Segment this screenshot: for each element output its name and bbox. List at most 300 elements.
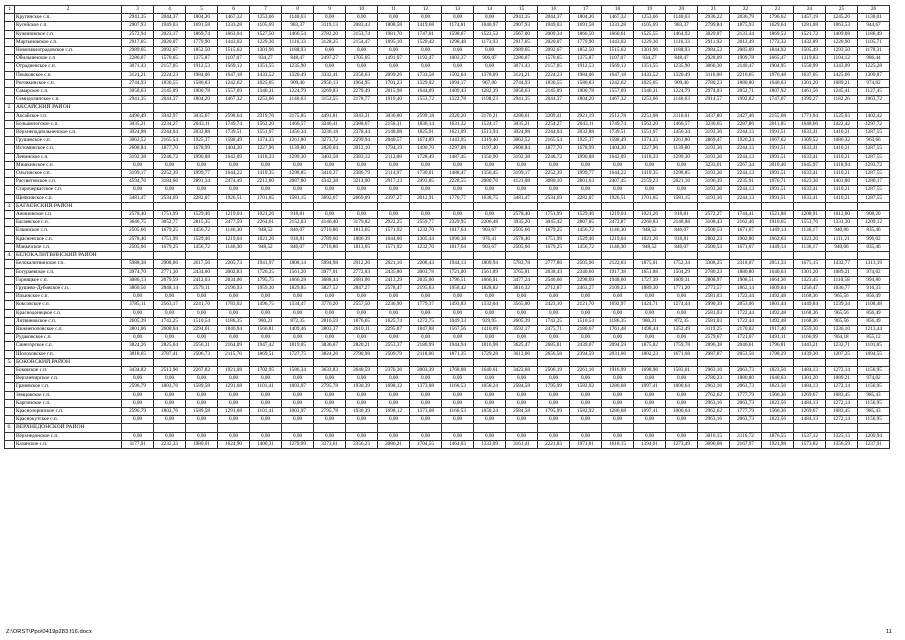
value-cell: 2509,79 [378,350,410,358]
value-cell: 965,56 [826,317,858,325]
value-cell: 1949,03 [538,22,570,30]
value-cell: 1116,33 [282,38,314,46]
settlement-name-cell: БЕЛОКАЛИТВИНСКИЙ РАЙОН [15,252,122,260]
value-cell [762,424,794,432]
value-cell: 0,00 [314,161,346,169]
column-number-cell: 20 [666,6,698,14]
value-cell: 0,00 [442,391,474,399]
settlement-name-cell: Грушевское с.п. [15,137,122,145]
value-cell: 1900,78 [186,88,218,96]
value-cell: 2578,40 [122,235,154,243]
value-cell: 0,00 [570,391,602,399]
value-cell: 2044,37 [154,96,186,104]
value-cell: 1298,85 [666,170,698,178]
value-cell: 1425,06 [826,71,858,79]
value-cell: 2378,44 [346,129,378,137]
value-cell: 3045,42 [538,219,570,227]
settlement-name-cell: БОКОВСКИЙ РАЙОН [15,358,122,366]
value-cell: 1944,94 [442,342,474,350]
value-cell: 1640,61 [474,366,506,374]
row-number-cell [5,350,15,358]
value-cell: 0,00 [506,391,538,399]
value-cell: 0,00 [122,391,154,399]
value-cell: 1794,19 [378,145,410,153]
value-cell: 2917,13 [378,178,410,186]
value-cell: 1297,72 [858,120,890,128]
value-cell: 2891,34 [186,178,218,186]
value-cell: 1400,31 [250,440,282,448]
value-cell: 1127,45 [858,88,890,96]
value-cell: 1877,70 [538,145,570,153]
value-cell: 1562,20 [634,120,666,128]
value-cell: 1219,04 [218,211,250,219]
value-cell: 2012,91 [410,194,442,202]
settlement-name-cell: Боковское с.п. [15,366,122,374]
value-cell: 1524,17 [474,120,506,128]
value-cell: 2121,70 [570,301,602,309]
value-cell: 2941,35 [122,96,154,104]
value-cell: 1111,21 [826,235,858,243]
value-cell: 1439,30 [794,350,826,358]
value-cell: 1551,97 [250,129,282,137]
value-cell: 1156,95 [858,416,890,424]
value-cell: 1443,95 [442,137,474,145]
settlement-name-cell: Роговкинское с.п. [15,79,122,87]
value-cell: 2148,88 [666,219,698,227]
row-number-cell: 5. [5,358,15,366]
value-cell: 0,00 [186,293,218,301]
value-cell: 1237,91 [858,440,890,448]
table-row [5,38,890,46]
value-cell: 0,00 [122,416,154,424]
value-cell: 1227,96 [634,145,666,153]
value-cell: 965,56 [826,309,858,317]
value-cell: 1976,48 [762,71,794,79]
value-cell: 2434,60 [186,268,218,276]
settlement-name-cell: Обильненское с.п [15,55,122,63]
value-cell: 0,00 [570,399,602,407]
value-cell: 0,00 [218,432,250,440]
value-cell: 2917,05 [506,38,538,46]
row-number-cell [5,309,15,317]
value-cell: 1466,57 [282,120,314,128]
value-cell: 0,00 [538,293,570,301]
value-cell: 2712,87 [538,284,570,292]
value-cell [378,104,410,112]
value-cell [666,424,698,432]
value-cell: 3403,58 [314,153,346,161]
value-cell: 0,00 [410,432,442,440]
value-cell [154,202,186,210]
value-cell: 1640,63 [762,268,794,276]
value-cell: 0,00 [122,161,154,169]
value-cell: 3308,25 [698,260,730,268]
value-cell [634,104,666,112]
value-cell [442,104,474,112]
value-cell: 1466,57 [666,120,698,128]
value-cell: 0,00 [378,63,410,71]
value-cell: 2178,77 [346,96,378,104]
value-cell: 2087,80 [282,178,314,186]
value-cell: 2640,59 [346,366,378,374]
value-cell: 0,00 [250,186,282,194]
value-cell: 3613,06 [506,350,538,358]
value-cell: 1847,88 [410,325,442,333]
value-cell [762,358,794,366]
value-cell: 1301,20 [794,375,826,383]
value-cell: 1105,69 [634,22,666,30]
value-cell: 1333,28 [218,22,250,30]
value-cell [154,104,186,112]
value-cell: 2299,94 [346,137,378,145]
column-number-cell: 18 [602,6,634,14]
value-cell: 2252,39 [154,170,186,178]
value-cell: 1721,07 [730,334,762,342]
value-cell: 0,00 [410,334,442,342]
value-cell: 2534,69 [154,194,186,202]
value-cell: 1000,64 [666,383,698,391]
value-cell: 1813,65 [346,227,378,235]
value-cell: 1916,99 [602,366,634,374]
value-cell: 0,00 [474,47,506,55]
value-cell: 1232,71 [826,342,858,350]
value-cell: 1701,65 [634,194,666,202]
row-number-cell [5,63,15,71]
value-cell: 2790,98 [346,350,378,358]
value-cell: 1433,52 [250,71,282,79]
value-cell: 3035,21 [122,120,154,128]
value-cell: 1779,37 [410,301,442,309]
value-cell: 1702,95 [250,366,282,374]
value-cell: 2941,35 [122,14,154,22]
value-cell: 2475,71 [538,325,570,333]
value-cell: 1581,15 [282,194,314,202]
value-cell: 1889,30 [634,284,666,292]
value-cell [570,358,602,366]
value-cell: 1529,42 [410,38,442,46]
value-cell: 2799,84 [698,22,730,30]
value-cell: 1334,47 [282,301,314,309]
value-cell: 1488,47 [442,170,474,178]
column-number-cell: 19 [634,6,666,14]
value-cell: 3818,65 [122,350,154,358]
value-cell: 0,00 [186,186,218,194]
value-cell: 1301,20 [794,268,826,276]
value-cell: 2083,43 [346,22,378,30]
value-cell [474,424,506,432]
value-cell: 0,00 [538,432,570,440]
value-cell: 4342,38 [314,178,346,186]
value-cell: 2825,04 [154,342,186,350]
value-cell: 1105,71 [858,38,890,46]
value-cell: 1586,34 [282,366,314,374]
value-cell: 1003,37 [442,55,474,63]
value-cell: 2286,07 [122,55,154,63]
value-cell: 1675,15 [794,260,826,268]
value-cell: 1744,41 [730,211,762,219]
value-cell [186,424,218,432]
value-cell: 2234,27 [154,120,186,128]
value-cell: 2388,67 [346,120,378,128]
value-cell: 0,00 [314,47,346,55]
value-cell: 1621,09 [442,129,474,137]
value-cell: 2080,76 [474,178,506,186]
value-cell: 0,00 [634,391,666,399]
value-cell: 2224,23 [154,71,186,79]
value-cell: 1219,04 [602,211,634,219]
value-cell: 3058,63 [122,88,154,96]
value-cell: 1356,59 [826,440,858,448]
value-cell: 1232,70 [410,227,442,235]
value-cell: 1804,20 [186,96,218,104]
value-cell: 2122,03 [602,260,634,268]
value-cell: 0,00 [602,416,634,424]
value-cell: 4491,81 [314,112,346,120]
value-cell: 1875,93 [730,22,762,30]
value-cell: 2744,93 [122,79,154,87]
value-cell: 1609,04 [762,284,794,292]
value-cell: 0,00 [442,309,474,317]
value-cell: 1992,82 [730,96,762,104]
value-cell: 1930,39 [346,383,378,391]
value-cell: 2598,64 [218,112,250,120]
value-cell: 2987,87 [698,350,730,358]
value-cell: 1449,14 [762,243,794,251]
value-cell: 1638,75 [474,194,506,202]
value-cell: 2474,49 [218,178,250,186]
value-cell: 1875,01 [634,260,666,268]
row-number-cell [5,47,15,55]
value-cell: 3481,47 [122,194,154,202]
value-cell: 1410,21 [826,129,858,137]
value-cell: 1930,39 [346,407,378,415]
value-cell [858,358,890,366]
value-cell: 1976,71 [762,178,794,186]
value-cell [186,358,218,366]
value-cell: 0,00 [506,161,538,169]
value-cell: 1291,68 [218,383,250,391]
value-cell: 1705,05 [346,55,378,63]
value-cell: 0,00 [666,416,698,424]
value-cell: 1025,05 [250,79,282,87]
value-cell: 2780,23 [698,268,730,276]
value-cell: 2567,00 [506,30,538,38]
value-cell [602,424,634,432]
value-cell: 1156,95 [858,399,890,407]
value-cell: 3477,24 [506,276,538,284]
value-cell: 2911,92 [698,38,730,46]
table-row [5,219,890,227]
value-cell: 996,02 [858,235,890,243]
value-cell [506,358,538,366]
value-cell: 2252,39 [538,170,570,178]
value-cell: 0,00 [282,391,314,399]
value-cell: 1299,30 [282,153,314,161]
value-cell: 2244,13 [730,129,762,137]
value-cell: 1948,60 [602,276,634,284]
value-cell: 1490,70 [410,145,442,153]
value-cell: 1566,36 [762,391,794,399]
value-cell: 2914,57 [698,96,730,104]
value-cell: 3036,00 [378,112,410,120]
table-row [5,14,890,22]
column-number-cell: 13 [442,6,474,14]
value-cell: 3108,43 [698,219,730,227]
value-cell: 1293,50 [826,47,858,55]
value-cell: 1829,85 [282,284,314,292]
value-cell: 846,07 [666,227,698,235]
settlement-name-cell: Шолоховское г.п. [15,350,122,358]
row-number-cell [5,30,15,38]
value-cell [698,424,730,432]
value-cell [602,202,634,210]
table-row [5,317,890,325]
settlement-name-cell: Верхнедонское с.п. [15,432,122,440]
value-cell: 1909,78 [730,55,762,63]
value-cell: 1796,81 [762,342,794,350]
value-cell: 2251,08 [634,112,666,120]
value-cell: 0,00 [634,186,666,194]
value-cell: 1352,49 [666,325,698,333]
value-cell: 2984,52 [698,47,730,55]
value-cell: 1910,65 [762,219,794,227]
table-row [5,260,890,268]
value-cell: 0,00 [186,375,218,383]
value-cell: 2553,37 [378,342,410,350]
value-cell: 1356,90 [474,153,506,161]
value-cell [794,252,826,260]
row-number-cell [5,170,15,178]
value-cell: 1562,20 [250,120,282,128]
value-cell: 1515,62 [218,47,250,55]
value-cell: 2795,78 [314,407,346,415]
value-cell: 0,00 [474,391,506,399]
row-number-cell [5,284,15,292]
value-cell: 2463,27 [570,284,602,292]
value-cell: 2506,19 [538,366,570,374]
row-number-cell [5,334,15,342]
value-cell: 5988,38 [122,260,154,268]
value-cell: 1823,56 [762,366,794,374]
value-cell: 2155,68 [762,112,794,120]
value-cell: 1783,02 [218,301,250,309]
value-cell: 846,07 [282,243,314,251]
value-cell [218,358,250,366]
value-cell: 1852,50 [570,47,602,55]
value-cell: 1830,55 [154,79,186,87]
value-cell: 0,00 [442,14,474,22]
value-cell: 983,37 [282,22,314,30]
value-cell: 1598,67 [442,30,474,38]
value-cell [570,424,602,432]
value-cell: 1298,85 [282,170,314,178]
value-cell: 3128,25 [314,38,346,46]
value-cell: 1698,96 [634,366,666,374]
value-cell: 1063,53 [826,22,858,30]
value-cell: 856,49 [858,293,890,301]
value-cell: 980,21 [634,317,666,325]
value-cell: 2896,38 [698,342,730,350]
value-cell: 1168,36 [794,309,826,317]
value-cell: 1522,52 [474,30,506,38]
value-cell: 1771,94 [794,112,826,120]
value-cell: 2669,09 [346,194,378,202]
value-cell: 1378,09 [474,71,506,79]
value-cell: 1305,44 [410,235,442,243]
value-cell: 3071,43 [122,63,154,71]
row-number-cell [5,120,15,128]
value-cell: 1589,58 [186,407,218,415]
value-cell: 0,00 [474,309,506,317]
value-cell: 2003,78 [410,268,442,276]
value-cell: 2777,86 [538,260,570,268]
value-cell: 1419,35 [634,170,666,178]
value-cell: 1803,76 [154,407,186,415]
value-cell: 2003,39 [410,366,442,374]
value-cell: 1496,75 [250,301,282,309]
value-cell: 2145,09 [538,88,570,96]
value-cell: 0,00 [442,416,474,424]
value-cell: 1484,13 [794,416,826,424]
settlement-name-cell: Самарское с.п. [15,88,122,96]
value-cell [314,358,346,366]
value-cell: 2989,65 [122,47,154,55]
value-cell: 0,00 [410,161,442,169]
value-cell: 1880,80 [730,268,762,276]
value-cell: 0,00 [186,432,218,440]
value-cell: 0,00 [346,63,378,71]
value-cell: 1582,92 [570,407,602,415]
value-cell: 0,00 [122,293,154,301]
value-cell: 1272,14 [826,383,858,391]
value-cell: 1722,44 [730,309,762,317]
value-cell: 3233,61 [698,161,730,169]
row-number-cell: 3. [5,202,15,210]
value-cell: 1999,77 [186,170,218,178]
value-cell: 1209,12 [858,219,890,227]
value-cell: 2358,63 [346,71,378,79]
value-cell: 0,00 [378,399,410,407]
value-cell: 0,00 [282,161,314,169]
value-cell: 934,27 [634,55,666,63]
value-cell: 0,00 [218,375,250,383]
row-number-cell [5,375,15,383]
value-cell [122,252,154,260]
value-cell: 1804,20 [570,96,602,104]
value-cell: 0,00 [410,211,442,219]
row-number-cell [5,219,15,227]
value-cell: 2534,69 [538,194,570,202]
value-cell: 1281,08 [794,22,826,30]
value-cell: 2505,66 [506,227,538,235]
value-cell [730,358,762,366]
value-cell: 1947,42 [250,342,282,350]
value-cell: 1644,22 [602,170,634,178]
value-cell: 0,00 [346,47,378,55]
value-cell: 0,00 [538,186,570,194]
value-cell: 0,00 [378,14,410,22]
value-cell: 0,00 [346,334,378,342]
table-row [5,170,890,178]
value-cell: 948,52 [634,227,666,235]
value-cell [762,104,794,112]
value-cell: 0,00 [314,14,346,22]
value-cell: 1666,91 [474,276,506,284]
value-cell: 1529,46 [186,211,218,219]
value-cell: 0,00 [314,211,346,219]
value-cell: 1333,28 [602,22,634,30]
value-cell: 1166,53 [442,383,474,391]
